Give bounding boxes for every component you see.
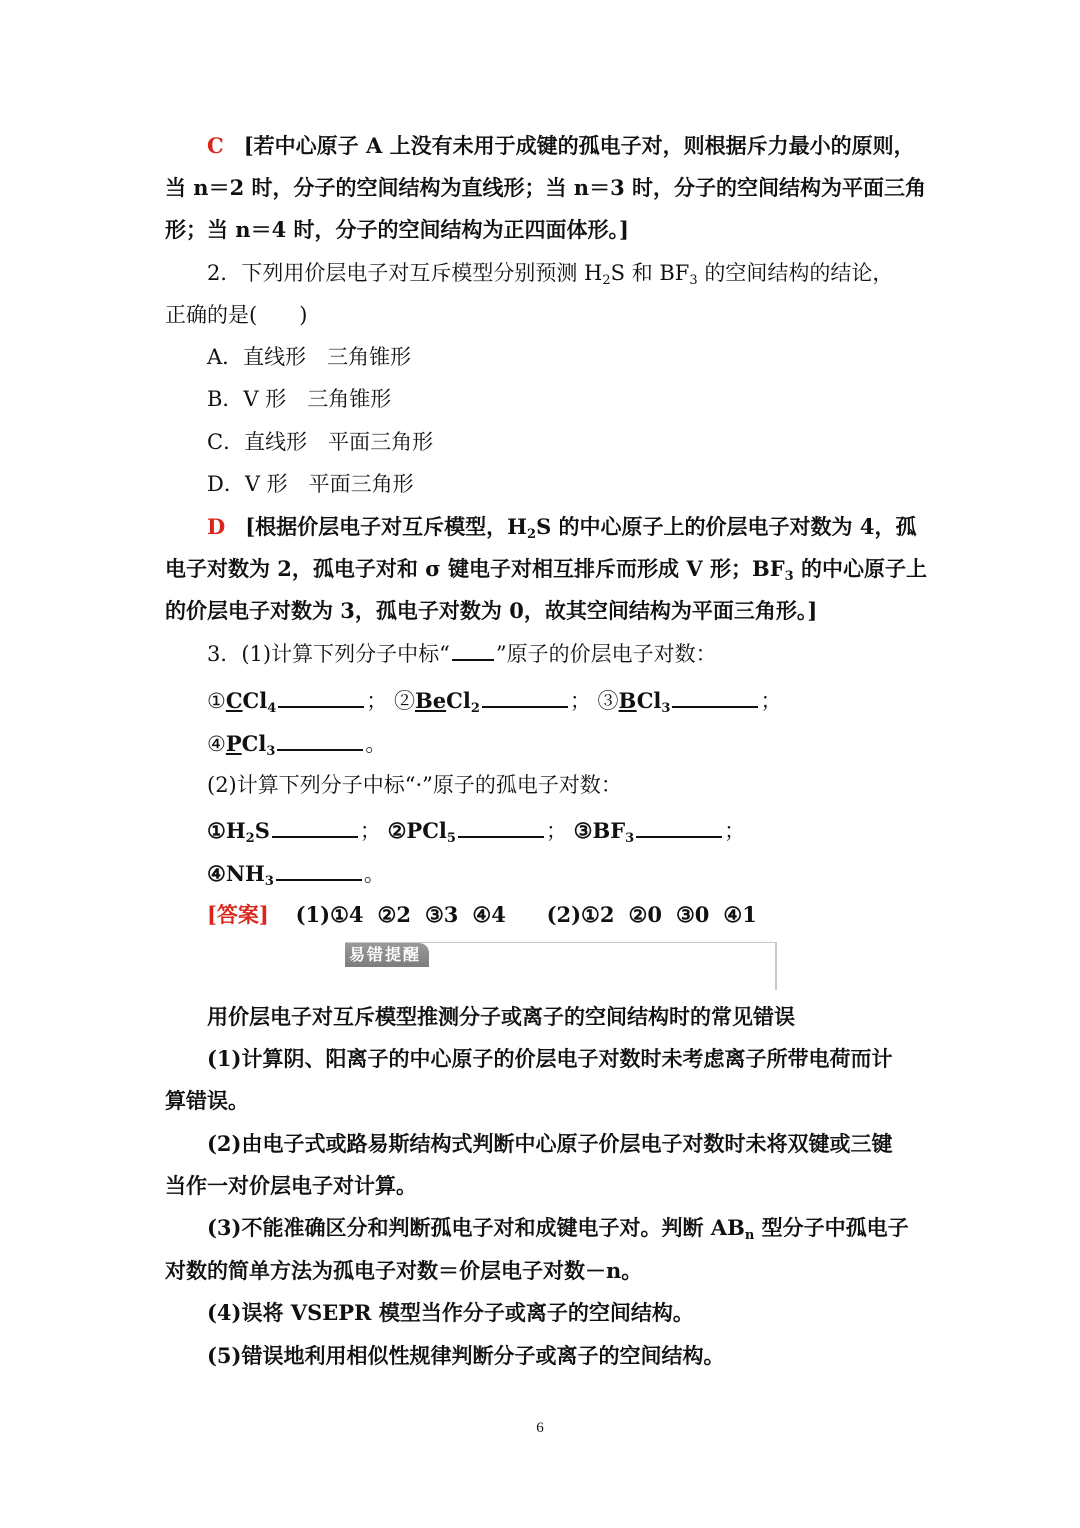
answer-blank[interactable] — [672, 690, 758, 708]
tip-tab-label: 易错提醒 — [345, 943, 429, 967]
q3-part2-item4-row: $④NH_3$ 。 — [207, 861, 385, 889]
answer-blank[interactable] — [272, 820, 358, 838]
underline-mark — [452, 643, 494, 661]
q2-option-c: C．直线形 平面三角形 — [207, 430, 434, 454]
error-1-line2: 算错误。 — [165, 1088, 249, 1113]
q2-answer-letter: D — [207, 514, 226, 539]
q1-answer-letter: C — [207, 133, 224, 158]
answer-blank[interactable] — [636, 820, 722, 838]
q2-answer-line2: 电子对数为 2，孤电子对和 σ 键电子对相互排斥而形成 V 形；$BF_3$ 的中心原子上 — [165, 556, 927, 584]
answer-blank[interactable] — [277, 733, 363, 751]
q3-part2-items-row: $①H_2S$ ； ②PCl$_5$ ； $③BF_3$ ； — [207, 818, 746, 846]
q1-answer-line3: 形；当 n＝4 时，分子的空间结构为正四面体形。] — [165, 217, 629, 242]
q2-answer-line3: 的价层电子对数为 3，孤电子对数为 0，故其空间结构为平面三角形。] — [165, 598, 818, 623]
error-2-line2: 当作一对价层电子对计算。 — [165, 1173, 417, 1198]
q2-stem-line1: 2．下列用价层电子对互斥模型分别预测 $H_2S$ 和 $BF_3$ 的空间结构的结论， — [207, 261, 894, 288]
q1-answer-line2: 当 n＝2 时，分子的空间结构为直线形；当 n＝3 时，分子的空间结构为平面三角 — [165, 175, 927, 200]
q3-part2-prompt: (2)计算下列分子中标“·”原子的孤电子对数： — [207, 773, 622, 797]
error-3-line1: (3)不能准确区分和判断孤电子对和成键电子对。判断 $AB_n$ 型分子中孤电子 — [207, 1215, 909, 1243]
answer-blank[interactable] — [458, 820, 544, 838]
q3-part1-prompt: 3．(1)计算下列分子中标“ ”原子的价层电子对数： — [207, 642, 717, 666]
error-1-line1: (1)计算阴、阳离子的中心原子的价层电子对数时未考虑离子所带电荷而计 — [207, 1046, 893, 1071]
page-number: 6 — [536, 1420, 544, 1436]
q2-option-a: A．直线形 三角锥形 — [207, 345, 412, 369]
q2-option-d: D．V 形 平面三角形 — [207, 472, 414, 496]
q3-answer-row: [答案] (1)①4 ②2 ③3 ④4 (2)①2 ②0 ③0 ④1 — [207, 902, 757, 927]
q2-option-b: B．V 形 三角锥形 — [207, 387, 392, 411]
errors-title: 用价层电子对互斥模型推测分子或离子的空间结构时的常见错误 — [207, 1004, 795, 1029]
answer-blank[interactable] — [482, 690, 568, 708]
q2-stem-line2: 正确的是( ) — [165, 303, 308, 327]
q3-part1-items-row: ①CCl$_4$ ； ②BeCl$_2$ ； ③BCl$_3$ ； — [207, 688, 782, 716]
q3-part1-item4-row: ④PCl$_3$ 。 — [207, 731, 387, 759]
answer-blank[interactable] — [278, 690, 364, 708]
answer-tag: [答案] — [207, 902, 269, 927]
q1-answer-line1: C [若中心原子 A 上没有未用于成键的孤电子对，则根据斥力最小的原则， — [207, 133, 915, 158]
error-5: (5)错误地利用相似性规律判断分子或离子的空间结构。 — [207, 1343, 725, 1368]
answer-blank[interactable] — [276, 863, 362, 881]
q2-answer-line1: D [根据价层电子对互斥模型，$H_2S$ 的中心原子上的价层电子对数为 4，孤 — [207, 514, 917, 542]
error-2-line1: (2)由电子式或路易斯结构式判断中心原子价层电子对数时未将双键或三键 — [207, 1131, 893, 1156]
error-4: (4)误将 VSEPR 模型当作分子或离子的空间结构。 — [207, 1300, 694, 1325]
error-3-line2: 对数的简单方法为孤电子对数＝价层电子对数－n。 — [165, 1258, 643, 1283]
tip-box — [345, 942, 777, 990]
